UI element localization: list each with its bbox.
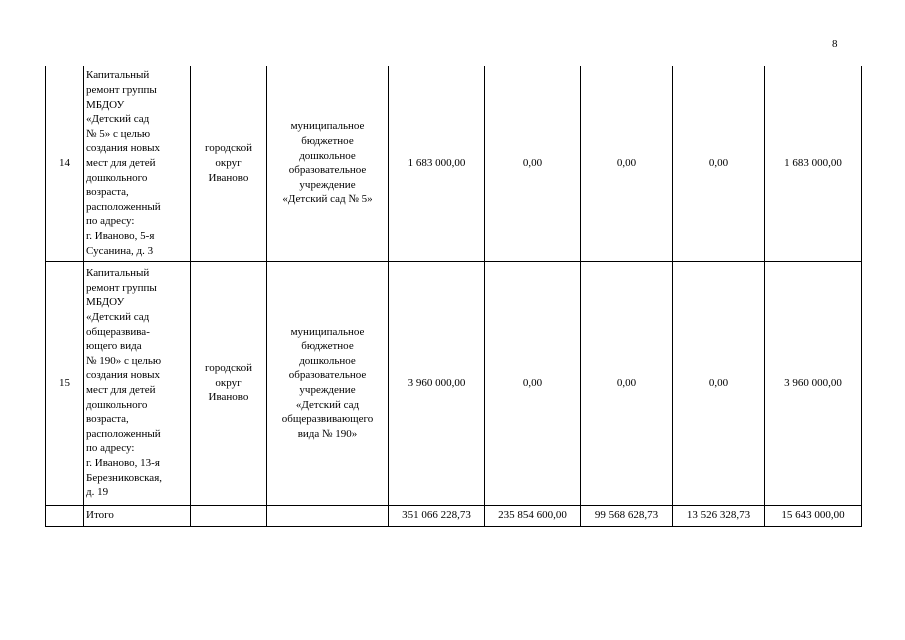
object-name-line: г. Иваново, 13-я (86, 456, 160, 469)
institution-line: «Детский сад № 5» (282, 193, 373, 206)
institution (267, 66, 389, 261)
object-name-line: создания новых (86, 369, 161, 382)
institution-line: учреждение (299, 384, 356, 396)
total-amount: 15 643 000,00 (765, 505, 862, 526)
total-amount: 351 066 228,73 (389, 505, 485, 526)
amount-cell: 0,00 (673, 66, 765, 261)
amount-cell: 1 683 000,00 (765, 66, 862, 261)
page-number: 8 (832, 38, 838, 50)
municipality-line: городской (204, 362, 253, 375)
total-amount: 99 568 628,73 (581, 505, 673, 526)
object-name-line: МБДОУ (86, 98, 125, 111)
object-name-line: «Детский сад (86, 311, 150, 324)
budget-table (45, 66, 862, 527)
row-number: 15 (46, 261, 84, 505)
amount-cell: 0,00 (485, 66, 581, 261)
object-name-line: создания новых (86, 142, 161, 155)
object-name-line: «Детский сад (86, 113, 150, 126)
table-row (46, 261, 862, 505)
object-name-line: № 190» с целью (86, 354, 162, 367)
empty-cell (191, 505, 267, 526)
municipality-line: Иваново (208, 391, 249, 404)
object-name-line: Капитальный (86, 267, 150, 280)
institution-line: «Детский сад (295, 398, 360, 411)
object-name-line: дошкольного (86, 398, 148, 411)
object-name-line: ремонт группы (86, 83, 157, 96)
amount-cell: 0,00 (485, 261, 581, 505)
institution-line: образовательное (288, 369, 367, 382)
institution-line: образовательное (288, 164, 367, 177)
municipality-line: городской (204, 142, 253, 155)
object-name-line: возраста, (86, 413, 129, 426)
total-row (46, 505, 862, 526)
institution-line: вида № 190» (297, 427, 358, 440)
institution-line: общеразвивающего (281, 413, 374, 426)
object-name-line: МБДОУ (86, 296, 125, 309)
object-name-line: возраста, (86, 186, 129, 199)
object-name-line: дошкольного (86, 171, 148, 184)
row-number: 14 (46, 66, 84, 261)
institution-line: муниципальное (290, 325, 365, 338)
object-name-line: Сусанина, д. 3 (86, 244, 154, 257)
object-name-line: расположенный (86, 427, 161, 440)
municipality-line: округ (215, 376, 242, 389)
object-name-line: мест для детей (86, 156, 156, 169)
total-amount: 13 526 328,73 (673, 505, 765, 526)
amount-cell: 0,00 (673, 261, 765, 505)
municipality (191, 261, 267, 505)
object-name (84, 261, 191, 505)
object-name-line: Березниковская, (86, 471, 163, 484)
amount-cell: 1 683 000,00 (389, 66, 485, 261)
municipality (191, 66, 267, 261)
municipality-line: округ (215, 156, 242, 169)
total-amount: 235 854 600,00 (485, 505, 581, 526)
object-name-line: г. Иваново, 5-я (86, 229, 155, 242)
institution-line: учреждение (299, 178, 356, 191)
institution-line: бюджетное (301, 135, 354, 148)
object-name-line: ющего вида (86, 340, 142, 353)
object-name-line: д. 19 (86, 486, 109, 499)
institution (267, 261, 389, 505)
object-name-line: общеразвива- (86, 325, 150, 338)
table-row (46, 66, 862, 261)
institution-line: дошкольное (299, 354, 356, 367)
amount-cell: 0,00 (581, 66, 673, 261)
object-name-line: расположенный (86, 200, 161, 213)
amount-cell: 3 960 000,00 (389, 261, 485, 505)
object-name-line: Капитальный (86, 69, 150, 82)
empty-cell (46, 505, 84, 526)
institution-line: муниципальное (290, 120, 365, 133)
institution-line: дошкольное (299, 149, 356, 162)
amount-cell: 3 960 000,00 (765, 261, 862, 505)
object-name (84, 66, 191, 261)
object-name-line: по адресу: (86, 215, 135, 228)
total-label: Итого (84, 505, 191, 526)
institution-line: бюджетное (301, 340, 354, 353)
object-name-line: № 5» с целью (86, 127, 151, 140)
object-name-line: по адресу: (86, 442, 135, 455)
empty-cell (267, 505, 389, 526)
object-name-line: ремонт группы (86, 281, 157, 294)
amount-cell: 0,00 (581, 261, 673, 505)
object-name-line: мест для детей (86, 384, 156, 396)
municipality-line: Иваново (208, 171, 249, 184)
